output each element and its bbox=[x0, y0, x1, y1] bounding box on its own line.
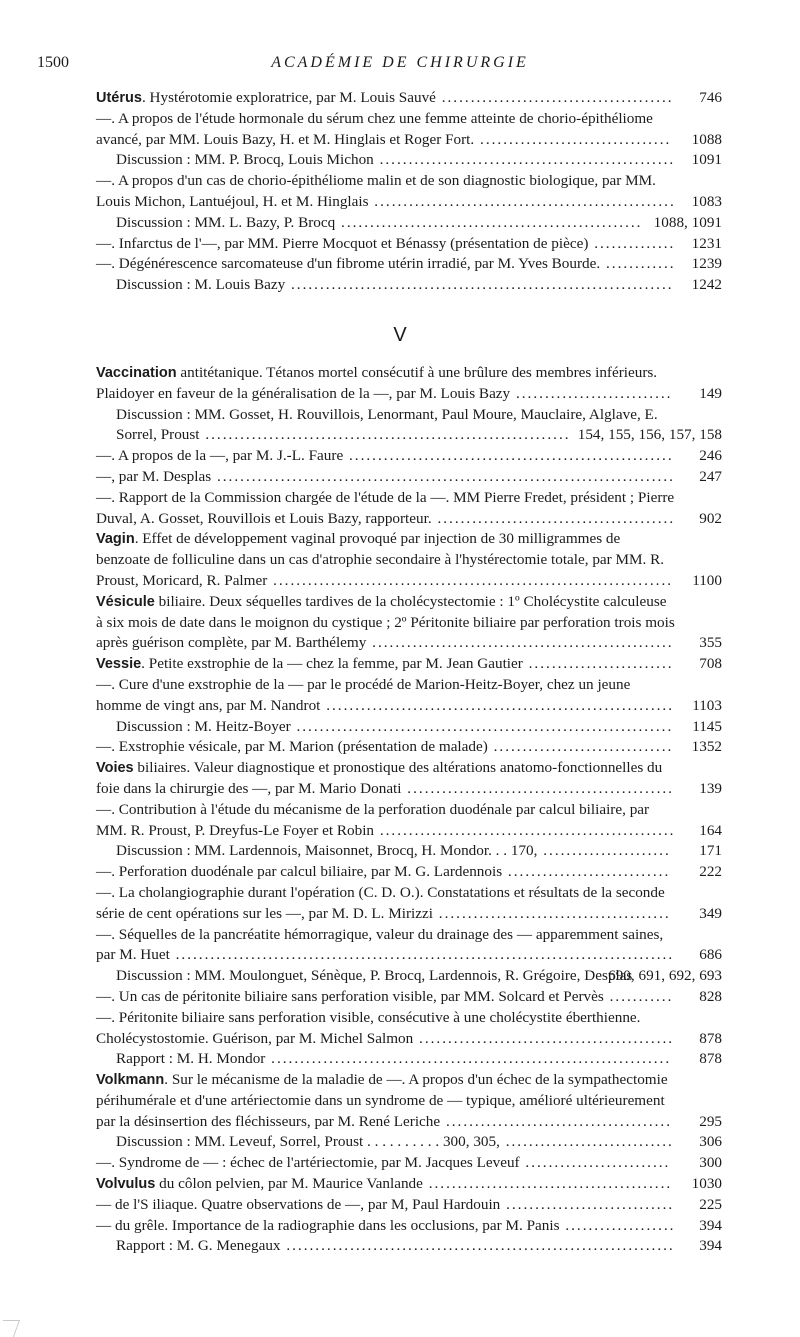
entry-text bbox=[96, 738, 673, 755]
leader-dots: ................................. bbox=[474, 130, 672, 148]
entry-dash: — bbox=[96, 172, 112, 190]
entry-headword: Vaccination bbox=[96, 365, 177, 381]
index-entry bbox=[96, 488, 722, 530]
entry-body: . Exstrophie vésicale, par M. Marion (présentation de malade) bbox=[111, 738, 488, 756]
entry-page-ref: 690, 691, 692, 693 bbox=[608, 967, 722, 985]
entry-page-ref: 1231 bbox=[691, 234, 722, 252]
index-entry bbox=[96, 717, 722, 738]
entry-headword: Utérus bbox=[96, 90, 142, 106]
entry-text bbox=[96, 1217, 675, 1234]
entry-headword: Volvulus bbox=[96, 1176, 156, 1193]
entry-page-ref: 1145 bbox=[692, 717, 722, 735]
index-entry bbox=[96, 925, 722, 967]
entry-page-ref: 394 bbox=[699, 1237, 722, 1255]
leader-dots: .............. bbox=[588, 234, 676, 252]
entry-text bbox=[96, 255, 676, 272]
entry-body: . Péritonite biliaire sans perforation visible, consécutive à une cholécystite éberthienne. Cholécystostomie. Guérison, par M. Michel Salmon bbox=[96, 1008, 641, 1047]
entry-page-ref: 686 bbox=[699, 946, 722, 964]
entry-text bbox=[96, 172, 676, 210]
entry-page-ref: 878 bbox=[699, 1029, 722, 1047]
index-entry bbox=[96, 654, 722, 675]
entry-body: Rapport : M. H. Mondor bbox=[116, 1050, 266, 1068]
entry-body: Discussion : MM. Lardennois, Maisonnet, Brocq, H. Mondor. . . 170, bbox=[116, 842, 538, 860]
leader-dots: ........................................................ bbox=[343, 447, 674, 465]
entry-text bbox=[96, 863, 670, 880]
index-entry bbox=[96, 862, 722, 883]
leader-dots: ................................................................. bbox=[290, 717, 674, 735]
leader-dots: ................................................... bbox=[373, 151, 676, 169]
index-entry bbox=[96, 592, 722, 654]
entry-text bbox=[96, 235, 675, 252]
entry-dash: — bbox=[96, 863, 112, 881]
entry-body: Discussion : M. Heitz-Boyer bbox=[116, 717, 291, 735]
leader-dots: ............................. bbox=[500, 1195, 675, 1213]
entry-body: biliaires. Valeur diagnostique et pronostique des altérations anatomo-fonctionnelles du foie dans la chirurgie des —, par M. Mario Donati bbox=[96, 759, 663, 797]
page-header bbox=[0, 53, 800, 75]
entry-dash: — bbox=[96, 234, 112, 252]
entry-text bbox=[116, 842, 671, 859]
entry-dash: — bbox=[96, 987, 112, 1005]
entry-page-ref: 306 bbox=[699, 1133, 722, 1151]
entry-dash: — bbox=[96, 488, 112, 506]
entry-text bbox=[96, 364, 672, 402]
entry-dash: — bbox=[96, 467, 112, 485]
entry-body: . Hystérotomie exploratrice, par M. Louis Sauvé bbox=[141, 89, 436, 106]
page-number: 1500 bbox=[37, 54, 69, 71]
entry-text bbox=[116, 718, 673, 735]
entry-body: Discussion : M. Louis Bazy bbox=[116, 276, 286, 294]
entry-page-ref: 300 bbox=[699, 1154, 722, 1172]
index-entry bbox=[96, 254, 722, 275]
leader-dots: ...................... bbox=[537, 842, 671, 860]
entry-dash: — bbox=[96, 109, 112, 127]
entry-text bbox=[116, 214, 642, 231]
entry-headword: Voies bbox=[96, 760, 134, 777]
leader-dots: .................................................... bbox=[368, 192, 676, 210]
index-entry bbox=[96, 1153, 722, 1174]
index-entry bbox=[96, 1216, 722, 1237]
index-entry bbox=[96, 1174, 722, 1195]
entry-body: de l'S iliaque. Quatre observations de —, par M, Paul Hardouin bbox=[111, 1195, 501, 1213]
entry-body: Discussion : MM. Leveuf, Sorrel, Proust . . . . . . . . . . 300, 305, bbox=[116, 1133, 500, 1151]
index-entry bbox=[96, 446, 722, 467]
entry-headword: Volkmann bbox=[96, 1072, 165, 1089]
entry-text bbox=[96, 1175, 672, 1192]
entry-dash: — bbox=[96, 1195, 112, 1213]
leader-dots: ............................................................... bbox=[199, 426, 571, 444]
entry-page-ref: 355 bbox=[699, 634, 722, 652]
entry-page-ref: 1352 bbox=[691, 738, 722, 756]
entry-text bbox=[116, 1237, 675, 1254]
leader-dots: ................... bbox=[559, 1216, 676, 1234]
index-block-v bbox=[96, 363, 722, 1257]
leader-dots: ....................................... bbox=[440, 1112, 673, 1130]
entry-page-ref: 1103 bbox=[692, 696, 722, 714]
section-letter: V bbox=[393, 324, 407, 346]
entry-page-ref: 878 bbox=[699, 1050, 722, 1068]
page-corner-mark bbox=[0, 1320, 20, 1337]
running-title: ACADÉMIE DE CHIRURGIE bbox=[271, 54, 529, 71]
entry-page-ref: 295 bbox=[699, 1112, 722, 1130]
index-entry bbox=[96, 1070, 722, 1132]
leader-dots: .................................................... bbox=[335, 213, 643, 231]
entry-dash: — bbox=[96, 800, 112, 818]
entry-body: . A propos d'un cas de chorio-épithéliome malin et de son diagnostic biologique, par MM. Louis Michon, Lantuéjoul, H. et M. Hinglais bbox=[96, 172, 656, 210]
entry-body: . A propos de la —, par M. J.-L. Faure bbox=[111, 447, 344, 465]
leader-dots: ................................................... bbox=[374, 821, 676, 839]
entry-text bbox=[96, 447, 674, 464]
entry-page-ref: 1030 bbox=[691, 1175, 722, 1193]
entry-text bbox=[96, 988, 673, 1005]
leader-dots: .................................................... bbox=[366, 634, 674, 652]
entry-text bbox=[96, 1196, 674, 1213]
entry-text bbox=[96, 468, 675, 485]
entry-body: biliaire. Deux séquelles tardives de la cholécystectomie : 1º Cholécystite calculeuse à six mois de date dans le moignon du cystique ; 2º Péritonite biliaire par perforation trois mois après guérison complète, par M. Barthélemy bbox=[96, 592, 675, 652]
entry-text bbox=[96, 655, 674, 672]
entry-body: Discussion : MM. Gosset, H. Rouvillois, Lenormant, Paul Moure, Mauclaire, Alglave, E. Sorrel, Proust bbox=[116, 405, 658, 444]
index-entry bbox=[96, 234, 722, 255]
entry-page-ref: 154, 155, 156, 157, 158 bbox=[577, 426, 722, 444]
index-entry bbox=[96, 275, 722, 296]
leader-dots: ................................................................... bbox=[280, 1237, 675, 1255]
entry-text bbox=[116, 1133, 674, 1150]
entry-headword: Vagin bbox=[96, 531, 135, 548]
entry-text bbox=[96, 759, 674, 797]
entry-text bbox=[96, 884, 671, 922]
entry-body: . Sur le mécanisme de la maladie de —. A propos d'un échec de la sympathectomie périhumérale et d'une artériectomie dans un syndrome de — typique, amélioré ultérieurement par la désinsertion des fléchisseurs, par M. René Leriche bbox=[96, 1071, 668, 1130]
entry-page-ref: 394 bbox=[699, 1216, 722, 1234]
index-entry bbox=[96, 800, 722, 842]
entry-text bbox=[116, 276, 674, 293]
index-entry bbox=[96, 1195, 722, 1216]
leader-dots: ........................................ bbox=[432, 904, 671, 922]
entry-page-ref: 1088 bbox=[691, 130, 722, 148]
leader-dots: .......................................... bbox=[422, 1175, 673, 1193]
entry-page-ref: 902 bbox=[699, 509, 722, 527]
entry-page-ref: 1088, 1091 bbox=[653, 213, 722, 231]
entry-page-ref: 1091 bbox=[691, 151, 722, 169]
entry-page-ref: 1242 bbox=[691, 276, 722, 294]
leader-dots: ............................................................ bbox=[320, 696, 675, 714]
entry-dash: — bbox=[96, 675, 112, 693]
entry-text bbox=[96, 801, 675, 839]
index-entry bbox=[96, 1132, 722, 1153]
entry-body: . A propos de l'étude hormonale du sérum chez une femme atteinte de chorio-épithéliome avancé, par MM. Louis Bazy, H. et M. Hinglais et Roger Fort. bbox=[96, 109, 653, 148]
entry-text bbox=[96, 593, 675, 652]
index-block-uterus bbox=[96, 88, 722, 296]
entry-text bbox=[96, 489, 675, 527]
leader-dots: ........................................ bbox=[435, 89, 674, 106]
entry-body: du côlon pelvien, par M. Maurice Vanlande bbox=[155, 1175, 423, 1193]
entry-page-ref: 164 bbox=[699, 821, 722, 839]
index-entry bbox=[96, 171, 722, 213]
entry-page-ref: 225 bbox=[699, 1195, 722, 1213]
index-entry bbox=[96, 109, 722, 151]
entry-body: . Cure d'une exstrophie de la — par le procédé de Marion-Heitz-Boyer, chez un jeune homme de vingt ans, par M. Nandrot bbox=[96, 675, 631, 714]
index-entry bbox=[96, 987, 722, 1008]
entry-text bbox=[116, 151, 675, 168]
leader-dots: ............................................................................... bbox=[211, 467, 675, 485]
entry-page-ref: 222 bbox=[699, 863, 722, 881]
entry-text bbox=[96, 1071, 672, 1130]
entry-dash: — bbox=[96, 1008, 112, 1026]
entry-dash: — bbox=[96, 1154, 112, 1172]
entry-body: . Rapport de la Commission chargée de l'étude de la —. MM Pierre Fredet, président ; Pierre Duval, A. Gosset, Rouvillois et Louis Bazy, rapporteur. bbox=[96, 488, 675, 527]
entry-text bbox=[96, 89, 674, 106]
entry-dash: — bbox=[96, 255, 112, 273]
entry-headword: Vessie bbox=[96, 656, 142, 673]
entry-text bbox=[96, 676, 674, 714]
leader-dots: ............................. bbox=[499, 1133, 674, 1151]
entry-body: Discussion : MM. P. Brocq, Louis Michon bbox=[116, 151, 374, 169]
entry-text bbox=[116, 406, 658, 444]
entry-page-ref: 171 bbox=[699, 842, 722, 860]
entry-body: Rapport : M. G. Menegaux bbox=[116, 1237, 281, 1255]
index-entry bbox=[96, 405, 722, 447]
index-entry bbox=[96, 88, 722, 109]
index-entry bbox=[96, 150, 722, 171]
entry-body: . Contribution à l'étude du mécanisme de la perforation duodénale par calcul biliaire, par MM. R. Proust, P. Dreyfus-Le Foyer et Robin bbox=[96, 800, 650, 839]
entry-page-ref: 1100 bbox=[692, 571, 722, 589]
entry-body: . Séquelles de la pancréatite hémorragique, valeur du drainage des — apparemment saines, par M. Huet bbox=[96, 925, 664, 964]
index-entry bbox=[96, 841, 722, 862]
entry-body: . Perforation duodénale par calcul biliaire, par M. G. Lardennois bbox=[111, 863, 503, 881]
entry-text bbox=[116, 967, 632, 984]
entry-page-ref: 746 bbox=[699, 89, 722, 106]
index-entry bbox=[96, 529, 722, 591]
entry-page-ref: 708 bbox=[699, 655, 722, 673]
leader-dots: .................................................................. bbox=[285, 276, 674, 294]
entry-body: , par M. Desplas bbox=[111, 467, 212, 485]
entry-dash: — bbox=[96, 447, 112, 465]
entry-dash: — bbox=[96, 883, 112, 901]
index-entry bbox=[96, 213, 722, 234]
entry-page-ref: 246 bbox=[699, 447, 722, 465]
entry-text bbox=[96, 110, 671, 148]
entry-body: . La cholangiographie durant l'opération (C. D. O.). Constatations et résultats de la seconde série de cent opérations sur les —, par M. D. L. Mirizzi bbox=[96, 883, 665, 922]
entry-page-ref: 1239 bbox=[691, 255, 722, 273]
entry-body: du grêle. Importance de la radiographie dans les occlusions, par M. Panis bbox=[111, 1216, 560, 1234]
index-entry bbox=[96, 1008, 722, 1050]
entry-body: . Un cas de péritonite biliaire sans perforation visible, par MM. Solcard et Pervès bbox=[111, 987, 604, 1005]
entry-page-ref: 149 bbox=[699, 384, 722, 402]
leader-dots: ........................... bbox=[510, 384, 673, 402]
entry-body: . Effet de développement vaginal provoqué par injection de 30 milligrammes de benzoate de folliculine dans un cas d'atrophie secondaire à l'hystérectomie totale, par MM. R. Proust, Moricard, R. Palmer bbox=[96, 530, 665, 589]
leader-dots: ......................... bbox=[519, 1154, 671, 1172]
leader-dots: ..................................................................... bbox=[265, 1050, 672, 1068]
leader-dots: .............................................. bbox=[401, 779, 674, 797]
leader-dots: ........... bbox=[603, 987, 674, 1005]
entry-page-ref: 247 bbox=[699, 467, 722, 485]
leader-dots: ............................ bbox=[502, 863, 671, 881]
entry-dash: — bbox=[96, 738, 112, 756]
index-entry bbox=[96, 883, 722, 925]
entry-body: Discussion : MM. L. Bazy, P. Brocq bbox=[116, 213, 336, 231]
entry-text bbox=[96, 926, 674, 964]
entry-page-ref: 1083 bbox=[691, 192, 722, 210]
index-entry bbox=[96, 467, 722, 488]
entry-body: . Dégénérescence sarcomateuse d'un fibrome utérin irradié, par M. Yves Bourde. bbox=[111, 255, 601, 273]
leader-dots: ............................... bbox=[487, 738, 674, 756]
index-entry bbox=[96, 675, 722, 717]
entry-body: . Petite exstrophie de la — chez la femme, par M. Jean Gautier bbox=[141, 655, 523, 673]
entry-text bbox=[96, 1009, 674, 1047]
entry-text bbox=[96, 530, 673, 589]
leader-dots: ......................... bbox=[522, 655, 674, 673]
leader-dots: ......................................... bbox=[431, 509, 676, 527]
index-entry bbox=[96, 758, 722, 800]
index-entry bbox=[96, 1049, 722, 1070]
leader-dots: ............................................ bbox=[413, 1029, 675, 1047]
entry-headword: Vésicule bbox=[96, 593, 155, 610]
index-entry bbox=[96, 1236, 722, 1257]
index-entry bbox=[96, 966, 722, 987]
entry-body: Discussion : MM. Moulonguet, Sénèque, P. Brocq, Lardennois, R. Grégoire, Desplas bbox=[116, 967, 633, 985]
entry-dash: — bbox=[96, 1216, 112, 1234]
entry-body: antitétanique. Tétanos mortel consécutif à une brûlure des membres inférieurs. Plaidoyer en faveur de la généralisation de la —, par M. Louis Bazy bbox=[96, 364, 658, 402]
entry-body: . Syndrome de — : échec de l'artériectomie, par M. Jacques Leveuf bbox=[111, 1154, 520, 1172]
leader-dots: ............ bbox=[600, 255, 676, 273]
entry-page-ref: 139 bbox=[699, 779, 722, 797]
entry-page-ref: 828 bbox=[699, 987, 722, 1005]
index-entry bbox=[96, 737, 722, 758]
entry-dash: — bbox=[96, 925, 112, 943]
entry-text bbox=[116, 1050, 671, 1067]
entry-page-ref: 349 bbox=[699, 904, 722, 922]
entry-body: . Infarctus de l'—, par MM. Pierre Mocquot et Bénassy (présentation de pièce) bbox=[111, 234, 589, 252]
leader-dots: ...................................................................................... bbox=[169, 946, 675, 964]
entry-text bbox=[96, 1154, 670, 1171]
index-entry bbox=[96, 363, 722, 405]
leader-dots: ..................................................................... bbox=[267, 571, 674, 589]
